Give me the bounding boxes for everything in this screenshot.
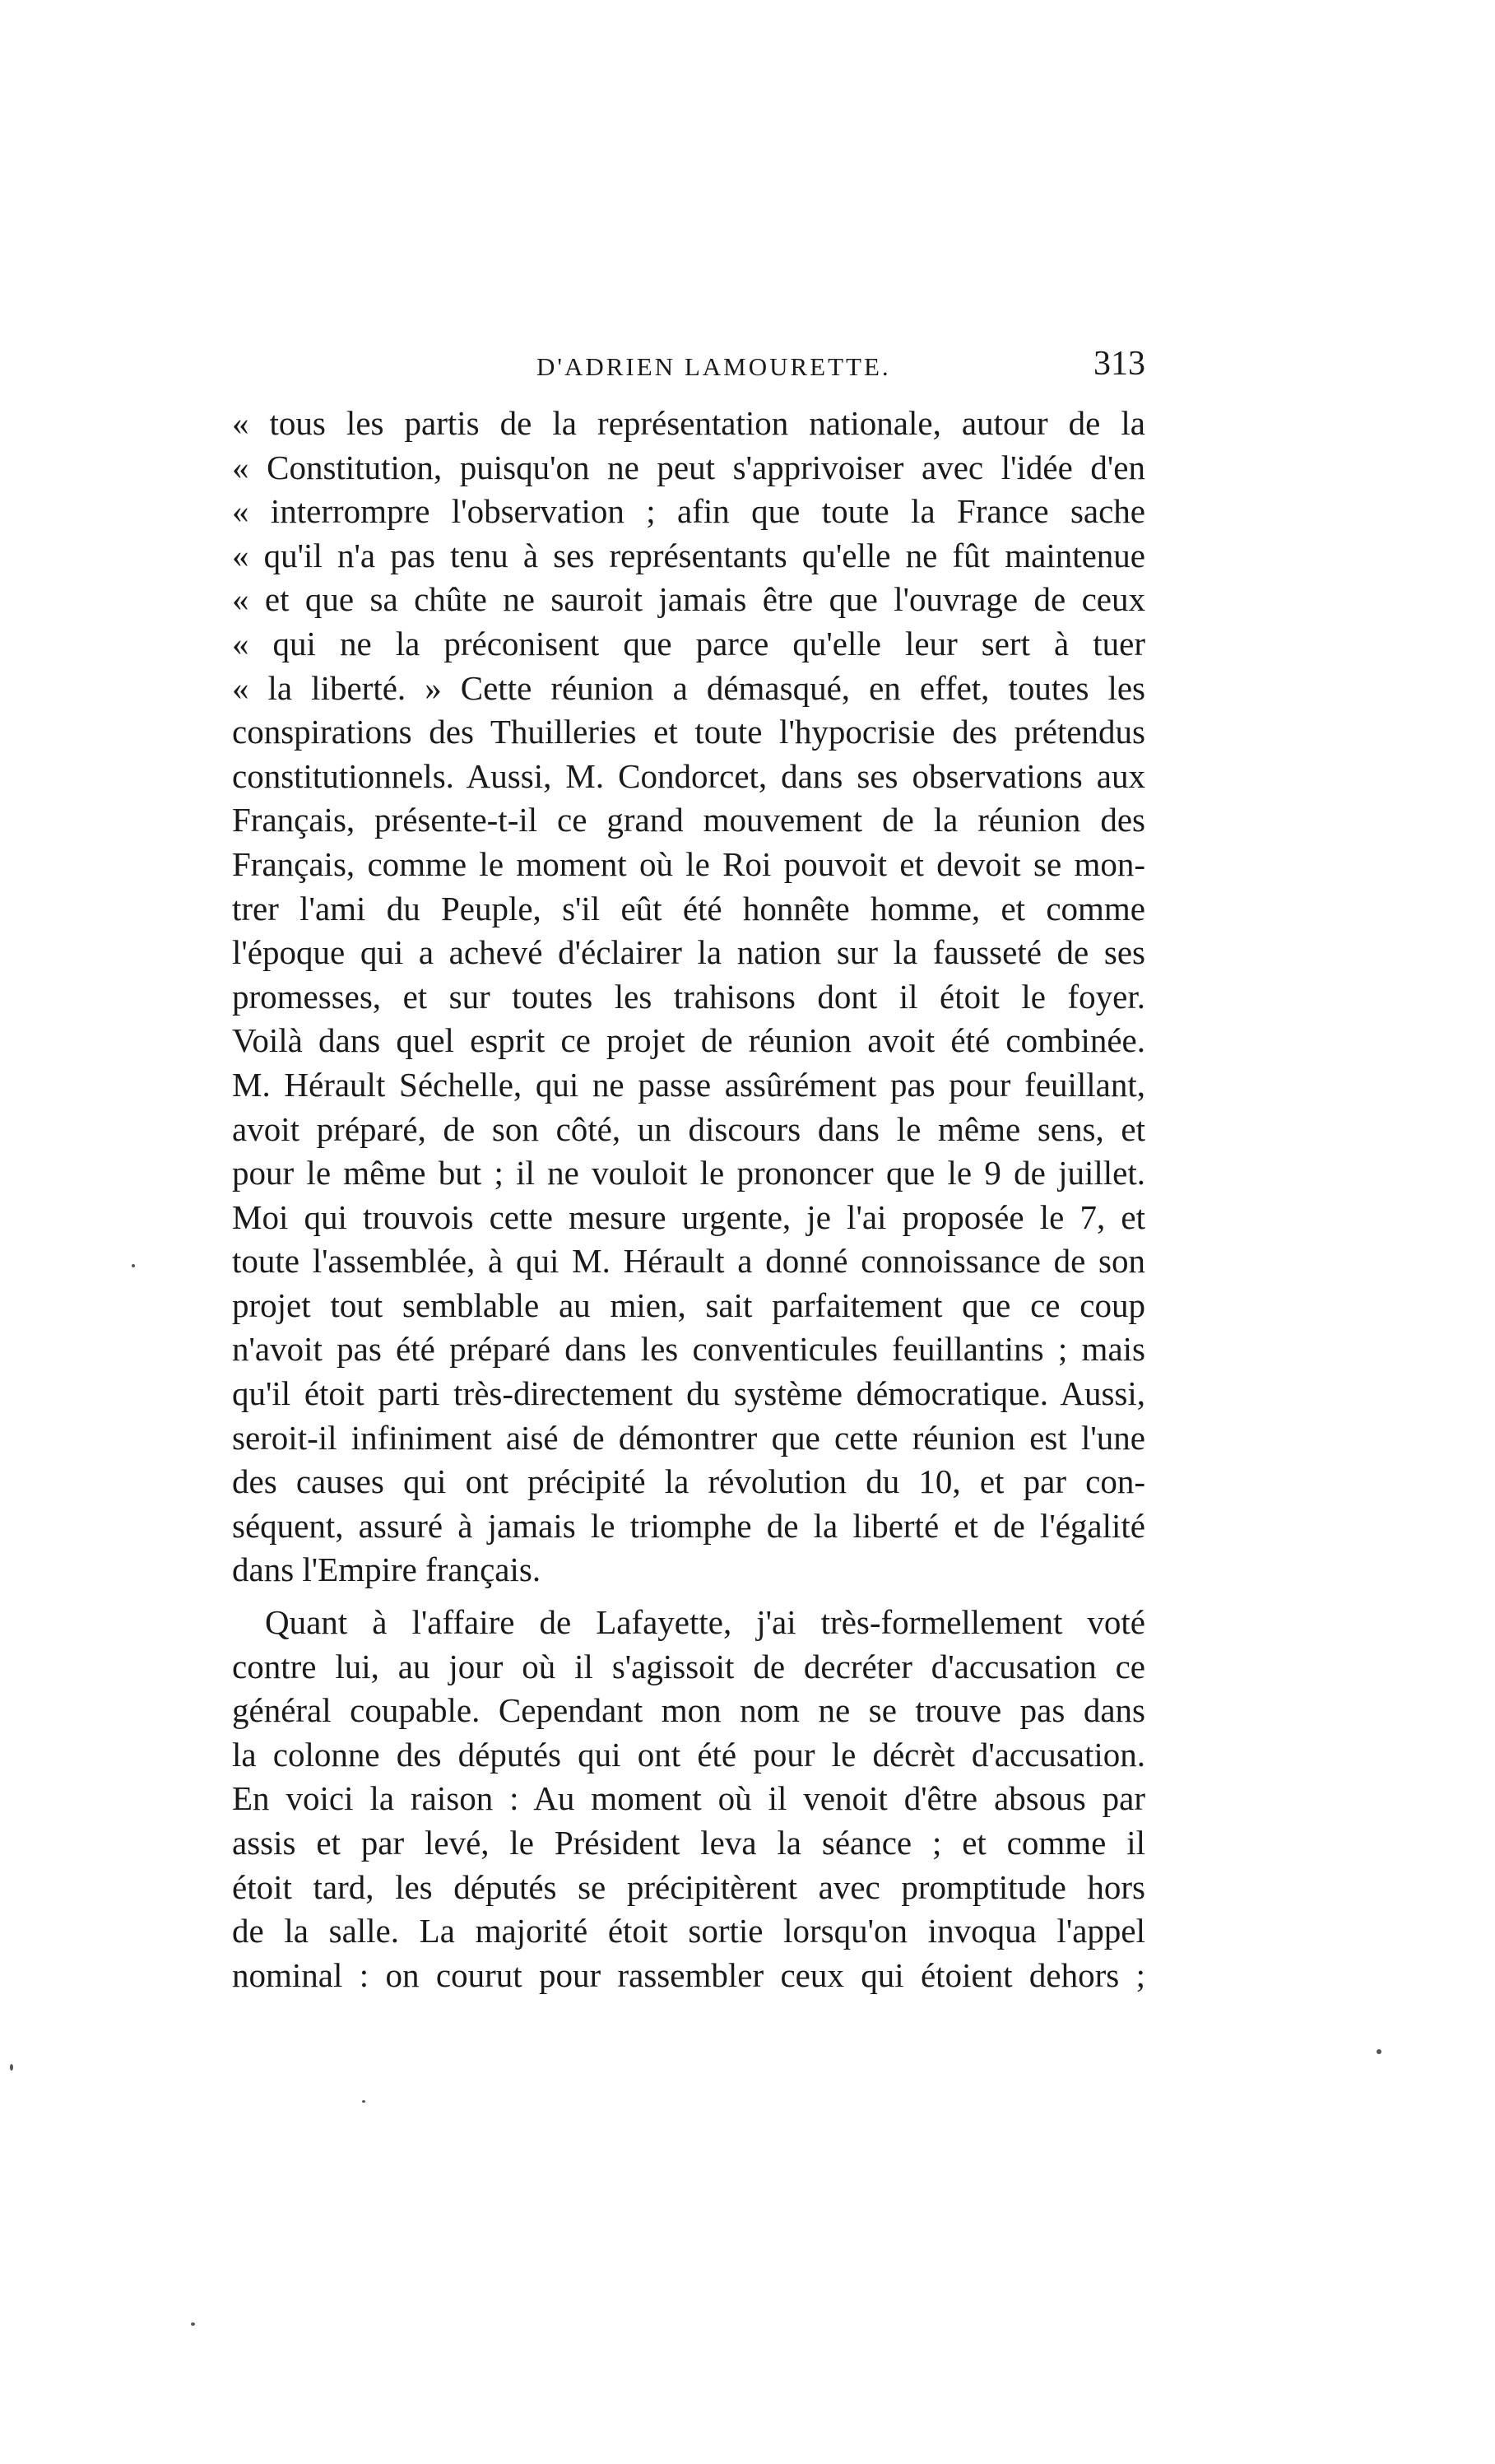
text-line: l'époque qui a achevé d'éclairer la nation sur la fausseté de ses xyxy=(232,933,1145,972)
text-line: « interrompre l'observation ; afin que toute la France sache xyxy=(232,492,1145,531)
text-line: général coupable. Cependant mon nom ne se trouve pas dans xyxy=(232,1691,1145,1730)
text-line: la colonne des députés qui ont été pour le décrèt d'accusation. xyxy=(232,1735,1145,1774)
text-line: de la salle. La majorité étoit sortie lorsqu'on invoqua l'appel xyxy=(232,1912,1145,1950)
text-line: dans l'Empire français. xyxy=(232,1550,541,1589)
text-line: avoit préparé, de son côté, un discours dans le même sens, et xyxy=(232,1109,1145,1148)
text-line: des causes qui ont précipité la révolution du 10, et par con- xyxy=(232,1462,1145,1501)
text-line: « qui ne la préconisent que parce qu'elle leur sert à tuer xyxy=(232,624,1145,662)
text-line: « qu'il n'a pas tenu à ses représentants qu'elle ne fût maintenue xyxy=(232,536,1145,574)
page-number: 313 xyxy=(1093,345,1145,383)
text-line: nominal : on courut pour rassembler ceux qui étoient dehors ; xyxy=(232,1955,1145,1994)
running-head xyxy=(232,339,1145,388)
text-line: « Constitution, puisqu'on ne peut s'apprivoiser avec l'idée d'en xyxy=(232,448,1145,486)
text-line: Français, comme le moment où le Roi pouvoit et devoit se mon- xyxy=(232,844,1145,883)
text-line: « la liberté. » Cette réunion a démasqué, en effet, toutes les xyxy=(232,668,1145,707)
text-line: seroit-il infiniment aisé de démontrer que cette réunion est l'une xyxy=(232,1418,1145,1457)
body-text xyxy=(232,402,1145,1997)
ink-speck xyxy=(191,2322,195,2326)
text-line: M. Hérault Séchelle, qui ne passe assûrément pas pour feuillant, xyxy=(232,1065,1145,1104)
paragraph xyxy=(232,1601,1145,1997)
text-line: Français, présente-t-il ce grand mouvement de la réunion des xyxy=(232,801,1145,839)
ink-speck xyxy=(132,1264,135,1267)
text-line: conspirations des Thuilleries et toute l'hypocrisie des prétendus xyxy=(232,713,1145,751)
text-line: n'avoit pas été préparé dans les conventicules feuillantins ; mais xyxy=(232,1330,1145,1369)
paragraph xyxy=(232,402,1145,1592)
text-line: « et que sa chûte ne sauroit jamais être que l'ouvrage de ceux xyxy=(232,580,1145,619)
text-line: contre lui, au jour où il s'agissoit de decréter d'accusation ce xyxy=(232,1647,1145,1685)
text-line: trer l'ami du Peuple, s'il eût été honnête homme, et comme xyxy=(232,889,1145,927)
ink-speck xyxy=(1377,2049,1381,2054)
text-line: étoit tard, les députés se précipitèrent avec promptitude hors xyxy=(232,1867,1145,1906)
text-line: « tous les partis de la représentation nationale, autour de la xyxy=(232,404,1145,442)
text-line: projet tout semblable au mien, sait parfaitement que ce coup xyxy=(232,1285,1145,1324)
text-line: En voici la raison : Au moment où il venoit d'être absous par xyxy=(232,1779,1145,1818)
text-line: toute l'assemblée, à qui M. Hérault a donné connoissance de son xyxy=(232,1242,1145,1281)
ink-speck xyxy=(10,2064,13,2071)
text-line: séquent, assuré à jamais le triomphe de la liberté et de l'égalité xyxy=(232,1506,1145,1545)
running-title: D'ADRIEN LAMOURETTE. xyxy=(536,352,891,381)
paragraph-gap xyxy=(232,1592,1145,1601)
ink-speck xyxy=(362,2100,365,2103)
text-line: assis et par levé, le Président leva la séance ; et comme il xyxy=(232,1824,1145,1862)
text-line: pour le même but ; il ne vouloit le prononcer que le 9 de juillet. xyxy=(232,1154,1145,1192)
text-line: Voilà dans quel esprit ce projet de réunion avoit été combinée. xyxy=(232,1021,1145,1060)
text-line: Moi qui trouvois cette mesure urgente, je l'ai proposée le 7, et xyxy=(232,1197,1145,1236)
text-line: qu'il étoit parti très-directement du système démocratique. Aussi, xyxy=(232,1374,1145,1413)
text-line: Quant à l'affaire de Lafayette, j'ai très-formellement voté xyxy=(265,1603,1145,1642)
text-line: promesses, et sur toutes les trahisons dont il étoit le foyer. xyxy=(232,977,1145,1016)
text-line: constitutionnels. Aussi, M. Condorcet, dans ses observations aux xyxy=(232,756,1145,795)
